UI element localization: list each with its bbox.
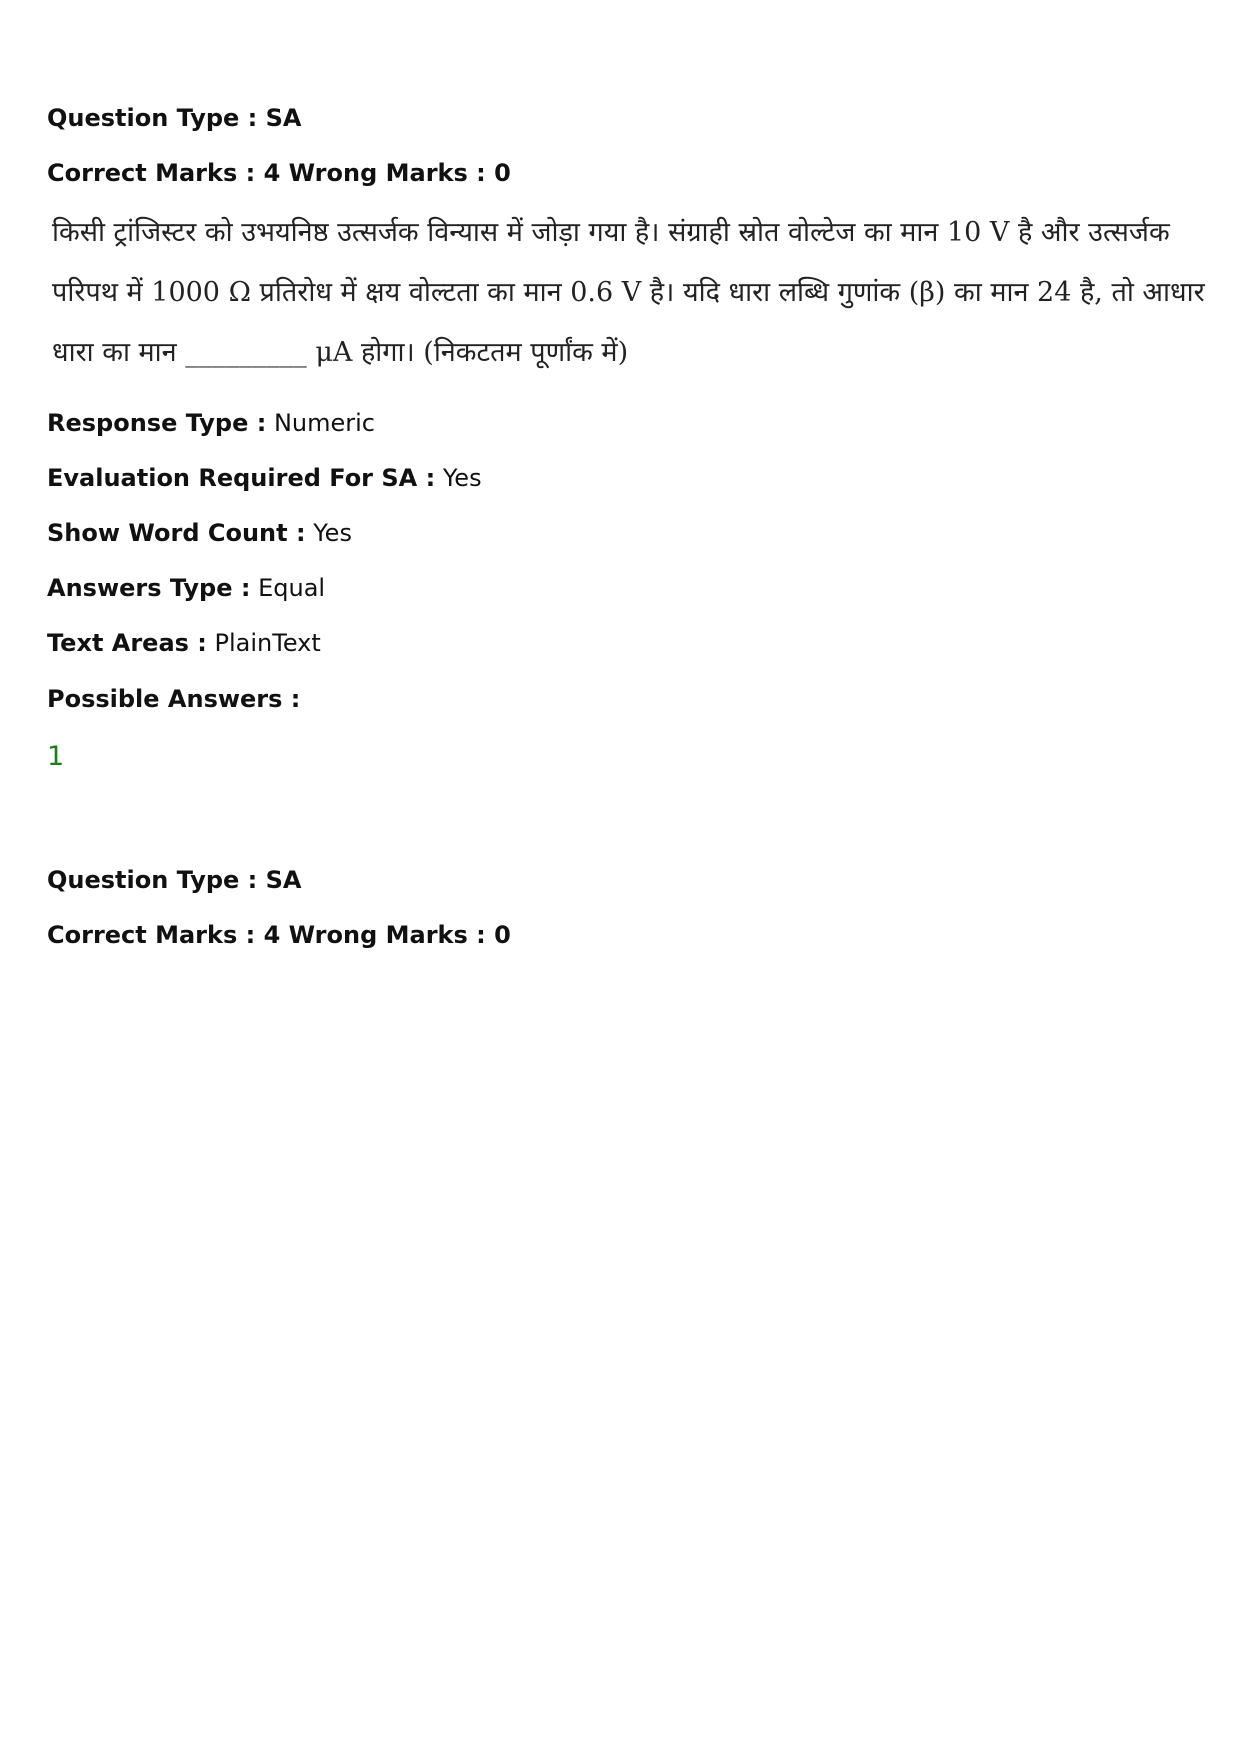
show-word-count-value: Yes xyxy=(313,519,352,547)
text-areas-value: PlainText xyxy=(214,629,321,657)
evaluation-required-value: Yes xyxy=(442,464,482,492)
show-word-count-row xyxy=(47,517,352,549)
response-type-label: Response Type : xyxy=(47,409,267,437)
question-text-line: किसी ट्रांजिस्टर को उभयनिष्ठ उत्सर्जक विन्यास में जोड़ा गया है। संग्राही स्रोत वोल्टेज का मान 10 V है और उत्सर्जक xyxy=(52,217,1170,248)
evaluation-required-label: Evaluation Required For SA : xyxy=(47,464,436,492)
possible-answer-value: 1 xyxy=(47,741,65,772)
response-type-row xyxy=(47,407,375,439)
text-areas-label: Text Areas : xyxy=(47,629,207,657)
marks-label: Correct Marks : 4 Wrong Marks : 0 xyxy=(47,921,511,949)
response-type-value: Numeric xyxy=(273,409,375,437)
question-text-line: धारा का मान _________ μA होगा। (निकटतम पूर्णांक में) xyxy=(52,337,629,368)
answers-type-row xyxy=(47,572,325,604)
possible-answers-label: Possible Answers : xyxy=(47,685,301,713)
marks-label: Correct Marks : 4 Wrong Marks : 0 xyxy=(47,159,511,187)
question-text-line: परिपथ में 1000 Ω प्रतिरोध में क्षय वोल्टता का मान 0.6 V है। यदि धारा लब्धि गुणांक (β) का मान 24 है, तो आधार xyxy=(52,277,1205,308)
question-text-image xyxy=(52,203,1205,383)
text-areas-row xyxy=(47,627,321,659)
question-type-label: Question Type : SA xyxy=(47,104,302,132)
show-word-count-label: Show Word Count : xyxy=(47,519,306,547)
answers-type-label: Answers Type : xyxy=(47,574,251,602)
question-type-label: Question Type : SA xyxy=(47,866,302,894)
answers-type-value: Equal xyxy=(258,574,326,602)
evaluation-required-row xyxy=(47,462,482,494)
